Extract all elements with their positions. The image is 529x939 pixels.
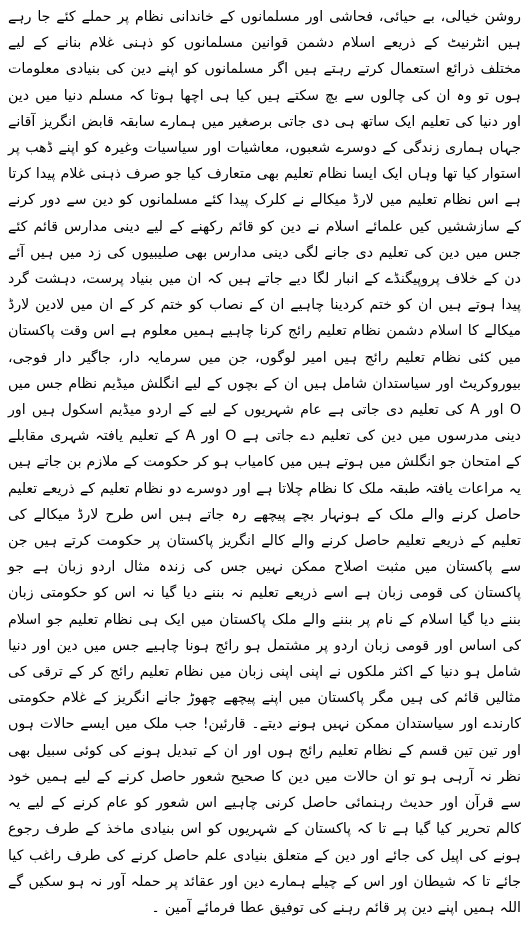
urdu-article-body: روشن خیالی، بے حیائی، فحاشی اور مسلمانوں کے خاندانی نظام پر حملے کئے جا رہے ہیں انٹرنیٹ کے ذریعے اسلام دشمن قوانین مسلمانوں کو ذہنی غلام بنانے کے لیے مختلف ذرائع استعمال کرتے رہتے ہیں اگر مسلمانوں کو اپنے دین کی بنیادی معلومات ہوں تو وہ ان کی چالوں سے بچ سکتے ہیں کیا ہی اچھا ہوتا کہ مسلم دنیا میں دین اور دنیا کی تعلیم ایک ساتھ ہی دی جاتی برصغیر میں ہمارے سابقہ قابض انگریز آقانے جہاں ہماری زندگی کے دوسرے شعبوں، معاشیات اور سیاسیات وغیرہ کو اپنے ڈھب پر استوار کیا تھا وہاں ایک ایسا نظام تعلیم بھی متعارف کیا جو صرف ذہنی غلام پیدا کرتا ہے اس نظام تعلیم میں لارڈ میکالے نے کلرک پیدا کئے مسلمانوں کو دین سے دور کرنے کے سازششیں کیں علمائے اسلام نے دین کو قائم رکھنے کے لیے دینی مدارس قائم کئے جس میں دین کی تعلیم دی جانے لگی دینی مدارس بھی صلیبیوں کی زد میں ہیں آئے دن کے خلاف پروپیگنڈے کے انبار لگا دیے جاتے ہیں کہ ان میں بنیاد پرست، دہشت گرد پیدا ہوتے ہیں ان کو ختم کردینا چاہیے ان کے نصاب کو ختم کر کے ان میں لادین لارڈ میکالے کا اسلام دشمن نظام تعلیم رائج کرنا چاہیے ہمیں معلوم ہے اس وقت پاکستان میں کئی نظام تعلیم رائج ہیں امیر لوگوں، جن میں سرمایہ دار، جاگیر دار فوجی، بیوروکریٹ اور سیاستدان شامل ہیں ان کے بچوں کے لیے انگلش میڈیم نظام جس میں O اور A کی تعلیم دی جاتی ہے عام شہریوں کے لیے کے اردو میڈیم اسکول ہیں اور دینی مدرسوں میں دین کی تعلیم دے جاتی ہے O اور A کے تعلیم یافتہ شہری مقابلے کے امتحان جو انگلش میں ہوتے ہیں میں کامیاب ہو کر حکومت کے ملازم بن جاتے ہیں یہ مراعات یافتہ طبقہ ملک کا نظام چلاتا ہے اور دوسرے دو نظام تعلیم کے ذریعے تعلیم حاصل کرنے والے ملک کے ہونہار بچے پیچھے رہ جاتے ہیں اس طرح لارڈ میکالے کی تعلیم کے ذریعے تعلیم حاصل کرنے والے کالے انگریز پاکستان پر حکومت کرتے ہیں جن سے پاکستان میں مثبت اصلاح ممکن نہیں جس کی زندہ مثال اردو زبان ہے جو پاکستان کی قومی زبان ہے اسے ذریعے تعلیم نہ بننے دیا گیا نہ اس کو حکومتی زبان بننے دیا گیا اسلام کے نام پر بننے والے ملک پاکستان میں ایک ہی نظام تعلیم جو اسلام کی اساس اور قومی زبان اردو پر مشتمل ہو رائج ہونا چاہیے جس میں دین اور دنیا شامل ہو دنیا کے اکثر ملکوں نے اپنی اپنی زبان میں نظام تعلیم رائج کر کے ترقی کی مثالیں قائم کی ہیں مگر پاکستان میں اپنے پیچھے چھوڑ جانے انگریز کے غلام حکومتی کارندے اور سیاستدان ممکن نہیں ہونے دیتے۔ قارئین! جب ملک میں ایسے حالات ہوں اور تین تین قسم کے نظام تعلیم رائج ہوں اور ان کے تبدیل ہونے کی کوئی سبیل بھی نظر نہ آرہی ہو تو ان حالات میں دین کا صحیح شعور حاصل کرنے کے لیے ہمیں خود سے قرآن اور حدیث رہنمائی حاصل کرنی چاہیے اس شعور کو عام کرنے کے لیے یہ کالم تحریر کیا گیا ہے تا کہ پاکستان کے شہریوں کو اس بنیادی ماخذ کے طرف رجوع ہونے کی اپیل کی جائے اور دین کے متعلق بنیادی علم حاصل کرنے کی طرف راغب کیا جائے تا کہ شیطان اور اس کے چیلے ہمارے دین اور عقائد پر حملہ آور نہ ہو سکیں گے اللہ ہمیں اپنے دین پر قائم رہنے کی توفیق عطا فرمائے آمین ۔ xyxy=(8,9,521,916)
